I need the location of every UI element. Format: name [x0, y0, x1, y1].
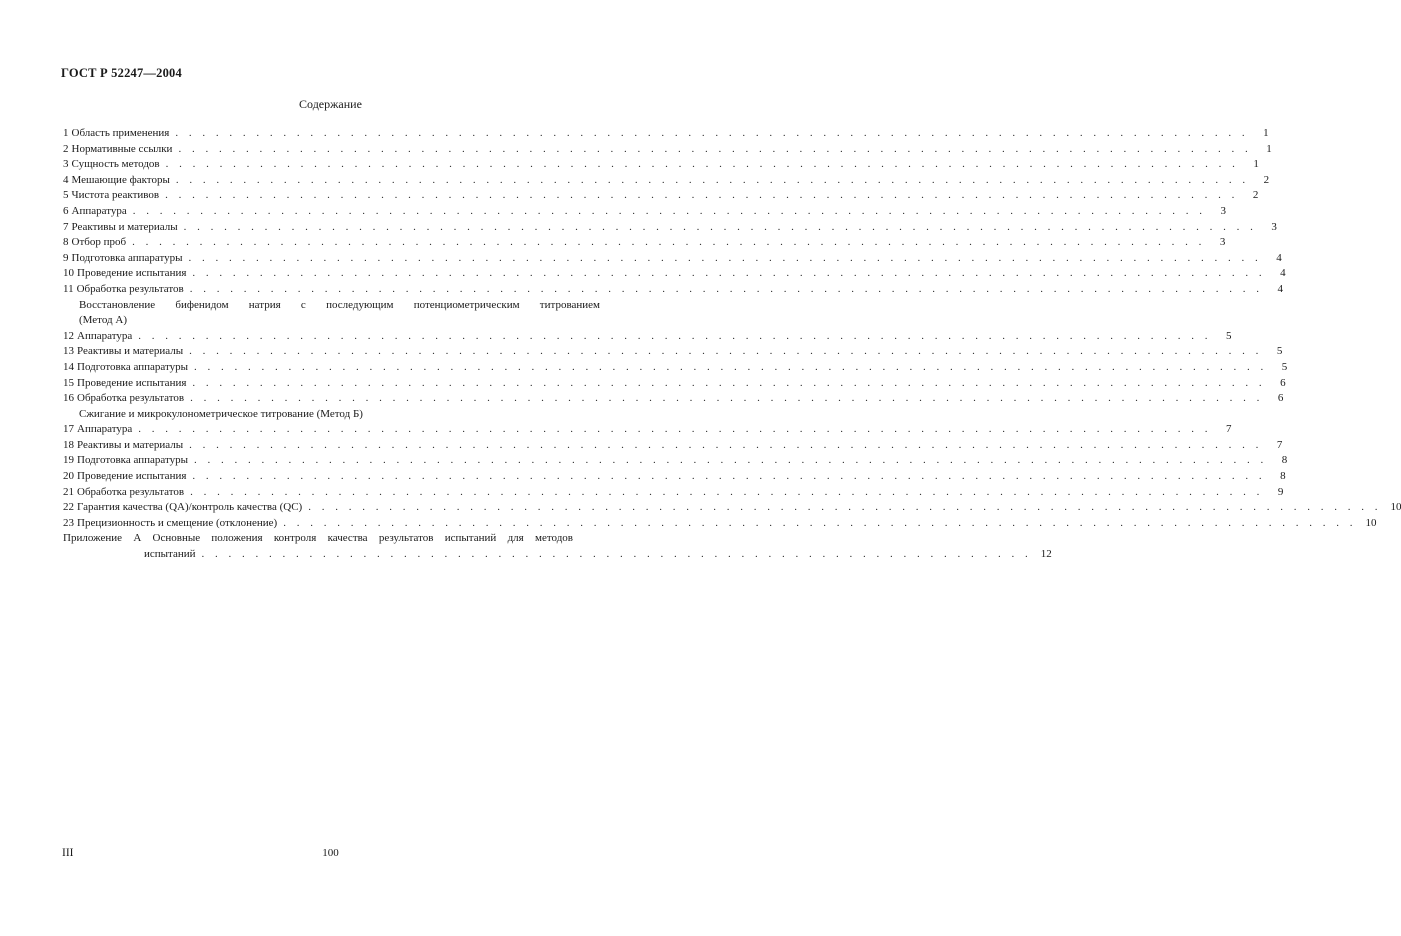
entry-label: Чистота реактивов — [71, 189, 160, 202]
toc-appendix[interactable] — [63, 531, 1052, 562]
leader-dots: . . . . . . . . . . . . . . . . . . . . . . . . . . . . . . . . . . . . . . . . . . . . . . . . . . . . . . . . . . . . . . . . . . . . . . . . . . . . . . . . — [189, 282, 1263, 295]
toc-entry[interactable] — [63, 422, 1232, 438]
entry-label: Нормативные ссылки — [71, 142, 173, 155]
appendix-title-cont: испытаний — [144, 548, 196, 561]
leader-dots: . . . . . . . . . . . . . . . . . . . . . . . . . . . . . . . . . . . . . . . . . . . . . . . . . . . . . . . . . . . . . . . . . . . . . . . . . . . . . . . . — [175, 127, 1249, 139]
entry-page: 4 — [1277, 282, 1283, 295]
entry-label: Сущность методов — [71, 158, 160, 171]
entry-number: 5 — [63, 189, 69, 202]
entry-label: Подготовка аппаратуры — [71, 251, 183, 264]
leader-dots: . . . . . . . . . . . . . . . . . . . . . . . . . . . . . . . . . . . . . . . . . . . . . . . . . . . . . . . . . . . . . . . . . . . . . . . . . . . . . . . . — [190, 392, 1264, 405]
entry-page: 7 — [1276, 438, 1283, 451]
leader-dots: . . . . . . . . . . . . . . . . . . . . . . . . . . . . . . . . . . . . . . . . . . . . . . . . . . . . . . . . . . . . . . . . . . . . . . . . . . . . . . . . — [138, 329, 1212, 342]
entry-number: 19 — [63, 454, 74, 467]
toc-group-general — [63, 126, 1286, 298]
toc-group-method-b — [63, 422, 1401, 531]
entry-page: 10 — [1365, 516, 1377, 529]
leader-dots: . . . . . . . . . . . . . . . . . . . . . . . . . . . . . . . . . . . . . . . . . . . . . . . . . . . . . . . . . . . . . . . . . . . . . . . . . . . . . . . . — [132, 204, 1206, 217]
entry-number: 1 — [63, 127, 69, 139]
entry-page: 6 — [1277, 392, 1284, 405]
entry-page: 10 — [1390, 501, 1401, 514]
entry-label: Гарантия качества (QA)/контроль качества (QC) — [77, 501, 303, 514]
leader-dots: . . . . . . . . . . . . . . . . . . . . . . . . . . . . . . . . . . . . . . . . . . . . . . . . . . . . . . . . . . . . . . . . . . . . . . . . . . . . . . . . — [138, 423, 1212, 436]
entry-number: 11 — [63, 282, 74, 295]
leader-dots: . . . . . . . . . . . . . . . . . . . . . . . . . . . . . . . . . . . . . . . . . . . . . . . . . . . . . . . . . . . . . . . . . . . . . . . . . . . . . . . . — [308, 501, 1382, 514]
appendix-page: 12 — [1040, 548, 1052, 561]
entry-label: Проведение испытания — [77, 267, 187, 280]
entry-label: Реактивы и материалы — [77, 438, 184, 451]
toc-entry[interactable] — [63, 391, 1284, 407]
entry-page: 8 — [1281, 454, 1288, 467]
toc-entry[interactable] — [63, 516, 1377, 532]
entry-page: 2 — [1263, 173, 1270, 186]
leader-dots: . . . . . . . . . . . . . . . . . . . . . . . . . . . . . . . . . . . . . . . . . . . . . . . . . . . . . . . . . . . . . . — [201, 548, 1032, 561]
toc-entry[interactable] — [63, 453, 1288, 469]
entry-number: 21 — [63, 485, 74, 498]
entry-page: 2 — [1252, 189, 1259, 202]
leader-dots: . . . . . . . . . . . . . . . . . . . . . . . . . . . . . . . . . . . . . . . . . . . . . . . . . . . . . . . . . . . . . . . . . . . . . . . . . . . . . . . . — [192, 267, 1266, 280]
leader-dots: . . . . . . . . . . . . . . . . . . . . . . . . . . . . . . . . . . . . . . . . . . . . . . . . . . . . . . . . . . . . . . . . . . . . . . . . . . . . . . . . — [183, 220, 1257, 233]
leader-dots: . . . . . . . . . . . . . . . . . . . . . . . . . . . . . . . . . . . . . . . . . . . . . . . . . . . . . . . . . . . . . . . . . . . . . . . . . . . . . . . . — [189, 438, 1263, 451]
entry-number: 7 — [63, 220, 69, 233]
entry-number: 13 — [63, 345, 74, 358]
leader-dots: . . . . . . . . . . . . . . . . . . . . . . . . . . . . . . . . . . . . . . . . . . . . . . . . . . . . . . . . . . . . . . . . . . . . . . . . . . . . . . . . — [189, 345, 1263, 358]
entry-label: Аппаратура — [71, 204, 127, 217]
entry-number: 12 — [63, 329, 74, 342]
entry-number: 2 — [63, 142, 69, 155]
entry-page: 5 — [1226, 329, 1232, 342]
entry-page: 3 — [1219, 236, 1226, 249]
entry-page: 1 — [1253, 158, 1259, 171]
entry-page: 6 — [1280, 376, 1286, 389]
leader-dots: . . . . . . . . . . . . . . . . . . . . . . . . . . . . . . . . . . . . . . . . . . . . . . . . . . . . . . . . . . . . . . . . . . . . . . . . . . . . . . . . — [194, 360, 1268, 373]
entry-number: 4 — [63, 173, 69, 186]
entry-page: 3 — [1220, 204, 1226, 217]
entry-number: 17 — [63, 423, 74, 436]
toc-entry[interactable] — [63, 251, 1282, 267]
toc-entry[interactable] — [63, 157, 1259, 173]
toc-entry[interactable] — [63, 376, 1286, 392]
leader-dots: . . . . . . . . . . . . . . . . . . . . . . . . . . . . . . . . . . . . . . . . . . . . . . . . . . . . . . . . . . . . . . . . . . . . . . . . . . . . . . . . — [194, 454, 1268, 467]
leader-dots: . . . . . . . . . . . . . . . . . . . . . . . . . . . . . . . . . . . . . . . . . . . . . . . . . . . . . . . . . . . . . . . . . . . . . . . . . . . . . . . . — [132, 236, 1206, 249]
toc-entry[interactable] — [63, 204, 1226, 220]
entry-label: Подготовка аппаратуры — [77, 360, 189, 373]
toc-entry[interactable] — [63, 126, 1269, 142]
entry-number: 22 — [63, 501, 74, 514]
entry-number: 18 — [63, 438, 74, 451]
front-matter-page-roman: III — [62, 847, 74, 859]
toc-entry[interactable] — [63, 142, 1272, 158]
entry-number: 6 — [63, 204, 69, 217]
entry-label: Подготовка аппаратуры — [77, 454, 189, 467]
entry-page: 9 — [1277, 485, 1284, 498]
entry-label: Мешающие факторы — [71, 173, 170, 186]
toc-entry[interactable] — [63, 173, 1270, 189]
entry-page: 7 — [1226, 423, 1232, 436]
entry-label: Реактивы и материалы — [71, 220, 178, 233]
entry-number: 15 — [63, 376, 74, 389]
appendix-title: Приложение А Основные положения контроля качества результатов испытаний для методов — [63, 532, 573, 545]
toc-title: Содержание — [299, 97, 362, 111]
entry-page: 1 — [1263, 127, 1269, 139]
entry-page: 4 — [1280, 267, 1286, 280]
method-b-heading: Сжигание и микрокулонометрическое титрование (Метод Б) — [79, 407, 363, 420]
entry-label: Отбор проб — [71, 236, 127, 249]
entry-number: 3 — [63, 158, 69, 171]
entry-label: Проведение испытания — [77, 376, 187, 389]
entry-label: Аппаратура — [77, 423, 133, 436]
leader-dots: . . . . . . . . . . . . . . . . . . . . . . . . . . . . . . . . . . . . . . . . . . . . . . . . . . . . . . . . . . . . . . . . . . . . . . . . . . . . . . . . — [165, 189, 1239, 202]
entry-page: 1 — [1266, 142, 1272, 155]
toc-entry[interactable] — [63, 344, 1283, 360]
entry-page: 5 — [1276, 345, 1283, 358]
entry-label: Область применения — [71, 127, 170, 139]
toc-entry[interactable] — [63, 235, 1226, 251]
entry-number: 20 — [63, 470, 74, 483]
toc-entry[interactable] — [63, 360, 1288, 376]
toc-entry[interactable] — [63, 220, 1277, 236]
entry-page: 4 — [1276, 251, 1282, 264]
entry-label: Прецизионность и смещение (отклонение) — [77, 516, 278, 529]
leader-dots: . . . . . . . . . . . . . . . . . . . . . . . . . . . . . . . . . . . . . . . . . . . . . . . . . . . . . . . . . . . . . . . . . . . . . . . . . . . . . . . . — [192, 376, 1266, 389]
toc-entry[interactable] — [63, 485, 1284, 501]
leader-dots: . . . . . . . . . . . . . . . . . . . . . . . . . . . . . . . . . . . . . . . . . . . . . . . . . . . . . . . . . . . . . . . . . . . . . . . . . . . . . . . . — [175, 173, 1250, 186]
document-code: ГОСТ Р 52247—2004 — [61, 66, 182, 80]
toc-group-method-a — [63, 329, 1288, 407]
toc-entry[interactable] — [63, 438, 1283, 454]
method-a-heading: Восстановление бифенидом натрия с последующим потенциометрическим титрованием — [79, 298, 600, 311]
entry-number: 8 — [63, 236, 69, 249]
leader-dots: . . . . . . . . . . . . . . . . . . . . . . . . . . . . . . . . . . . . . . . . . . . . . . . . . . . . . . . . . . . . . . . . . . . . . . . . . . . . . . . . — [165, 158, 1239, 171]
toc-entry[interactable] — [63, 188, 1259, 204]
entry-number: 23 — [63, 516, 74, 529]
leader-dots: . . . . . . . . . . . . . . . . . . . . . . . . . . . . . . . . . . . . . . . . . . . . . . . . . . . . . . . . . . . . . . . . . . . . . . . . . . . . . . . . — [283, 516, 1357, 529]
entry-label: Реактивы и материалы — [77, 345, 184, 358]
table-of-contents — [63, 126, 1401, 563]
entry-label: Обработка результатов — [77, 485, 185, 498]
leader-dots: . . . . . . . . . . . . . . . . . . . . . . . . . . . . . . . . . . . . . . . . . . . . . . . . . . . . . . . . . . . . . . . . . . . . . . . . . . . . . . . . — [178, 142, 1252, 155]
entry-page: 8 — [1280, 470, 1286, 483]
entry-number: 10 — [63, 267, 74, 280]
entry-label: Обработка результатов — [76, 282, 184, 295]
leader-dots: . . . . . . . . . . . . . . . . . . . . . . . . . . . . . . . . . . . . . . . . . . . . . . . . . . . . . . . . . . . . . . . . . . . . . . . . . . . . . . . . — [192, 470, 1266, 483]
page-number: 100 — [322, 847, 339, 859]
entry-number: 14 — [63, 360, 74, 373]
toc-entry[interactable] — [63, 329, 1232, 345]
toc-entry[interactable] — [63, 266, 1286, 282]
toc-entry[interactable] — [63, 282, 1283, 298]
entry-label: Обработка результатов — [77, 392, 185, 405]
entry-page: 5 — [1281, 360, 1288, 373]
entry-number: 16 — [63, 392, 74, 405]
leader-dots: . . . . . . . . . . . . . . . . . . . . . . . . . . . . . . . . . . . . . . . . . . . . . . . . . . . . . . . . . . . . . . . . . . . . . . . . . . . . . . . . — [190, 485, 1264, 498]
entry-page: 3 — [1271, 220, 1277, 233]
entry-label: Проведение испытания — [77, 470, 187, 483]
toc-entry[interactable] — [63, 500, 1401, 516]
method-a-heading-label: (Метод А) — [79, 314, 127, 327]
entry-label: Аппаратура — [77, 329, 133, 342]
leader-dots: . . . . . . . . . . . . . . . . . . . . . . . . . . . . . . . . . . . . . . . . . . . . . . . . . . . . . . . . . . . . . . . . . . . . . . . . . . . . . . . . — [188, 251, 1262, 264]
toc-entry[interactable] — [63, 469, 1286, 485]
entry-number: 9 — [63, 251, 69, 264]
